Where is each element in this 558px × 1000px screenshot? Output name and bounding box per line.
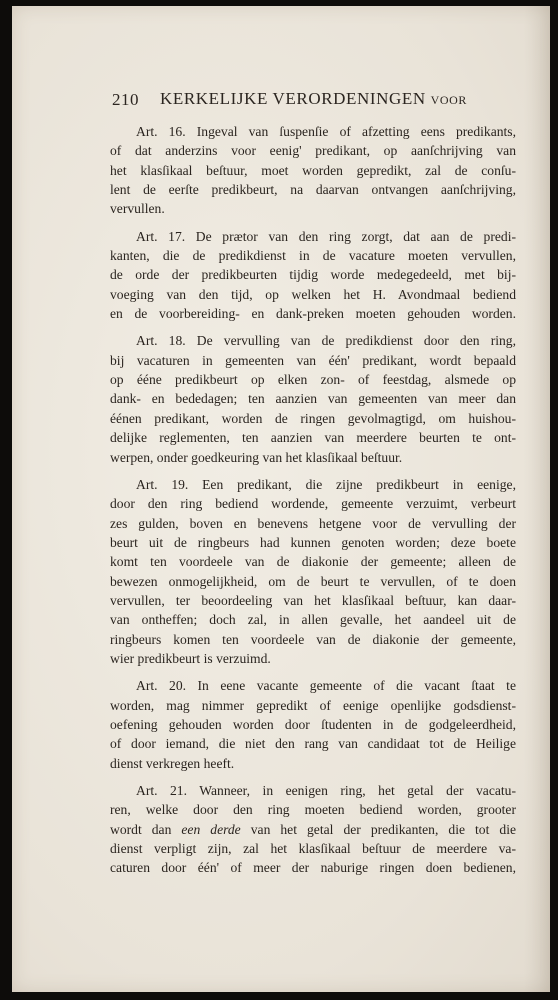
text-line: lent de eerſte predikbeurt, na daarvan ontvangen aanſchrijving, (110, 182, 516, 198)
page-number: 210 (112, 90, 139, 109)
text-line: van ontheffen; doch zal, in allen gevalle, het aandeel uit de (110, 612, 516, 628)
text-line: door den ring bediend wordende, gemeente verzuimt, verbeurt (110, 496, 516, 512)
page-header (112, 89, 527, 113)
text-line: Art. 20. In eene vacante gemeente of die vacant ſtaat te (136, 678, 516, 694)
article-16 (110, 122, 516, 219)
text-line: ringbeurs komen ten voordeele van de diakonie der gemeente, (110, 631, 516, 647)
text-line: komt ten voordeele van de diakonie der gemeente; alleen de (110, 554, 516, 570)
text-line: bij vacaturen in gemeenten van één' predikant, wordt bepaald (110, 352, 516, 368)
text-line: dank- en bededagen; ten aanzien van gemeenten van meer dan (110, 391, 516, 407)
page-edge-shadow (524, 6, 550, 992)
text-line: beurt uit de ringbeurs had kunnen genoten worden; deze boete (110, 534, 516, 550)
text-line: zes gulden, boven en benevens hetgene voor de vervulling der (110, 515, 516, 531)
text-line: vervullen, ter beoordeeling van het klasſikaal beſtuur, kan daar- (110, 592, 516, 608)
text-line: Art. 19. Een predikant, die zijne predikbeurt in eenige, (136, 476, 516, 492)
text-line: delijke reglementen, ten aanzien van meerdere beurten te ont- (110, 430, 516, 446)
text-line: het klasſikaal beſtuur, moet worden gepredikt, zal de conſu- (110, 162, 516, 178)
text-line: wier predikbeurt is verzuimd. (110, 650, 271, 666)
text-line: ren, welke door den ring moeten bediend worden, grooter (110, 802, 516, 818)
article-17 (110, 227, 516, 324)
text-line: Art. 17. De prætor van den ring zorgt, dat aan de predi- (136, 228, 516, 244)
text-line: Art. 16. Ingeval van ſuspenſie of afzetting eens predikants, (136, 124, 516, 139)
text-line: wordt dan een derde van het getal der predikanten, die tot die (110, 821, 516, 837)
text-line: dienst verpligt zijn, zal het klasſikaal beſtuur de meerdere va- (110, 841, 516, 857)
text-line: oefening gehouden worden door ſtudenten in de godgeleerdheid, (110, 716, 516, 732)
text-line: werpen, onder goedkeuring van het klasſikaal beſtuur. (110, 449, 403, 465)
text-line: kanten, die de predikdienst in de vacature moeten vervullen, (110, 248, 516, 264)
article-18 (110, 331, 516, 466)
text-line: vervullen. (110, 201, 165, 217)
text-line: de orde der predikbeurten tijdig worde medegedeeld, met bij- (110, 267, 516, 283)
emphasis-text: een derde (181, 821, 241, 837)
text-line: éénen predikant, worden de ringen gevolmagtigd, om huishou- (110, 410, 516, 426)
article-20 (110, 676, 516, 773)
running-head: KERKELIJKE VERORDENINGEN voor (160, 89, 468, 108)
text-line: op ééne predikbeurt op elken zon- of feestdag, alsmede op (110, 372, 516, 388)
text-line: worden, mag nimmer gepredikt of eenige openlijke godsdienst- (110, 697, 516, 713)
text-line: caturen door één' of meer der naburige ringen doen bedienen, (110, 860, 516, 876)
text-line: en de voorbereiding- en dank-preken moeten gehouden worden. (110, 306, 516, 322)
text-line: of door iemand, die niet den rang van candidaat tot de Heilige (110, 736, 516, 752)
text-line: Art. 18. De vervulling van de predikdienst door den ring, (136, 333, 516, 349)
text-line: voeging van den tijd, op welken het H. Avondmaal bediend (110, 286, 516, 302)
body-text (110, 122, 516, 886)
text-line: of dat anderzins voor eenig' predikant, op aanſchrijving van (110, 143, 516, 159)
text-line: Art. 21. Wanneer, in eenigen ring, het getal der vacatu- (136, 783, 516, 798)
article-21 (110, 781, 516, 878)
text-line: dienst verkregen heeft. (110, 755, 235, 771)
article-19 (110, 475, 516, 668)
text-line: bewezen onmogelijkheid, om de beurt te vervullen, of te doen (110, 573, 516, 589)
